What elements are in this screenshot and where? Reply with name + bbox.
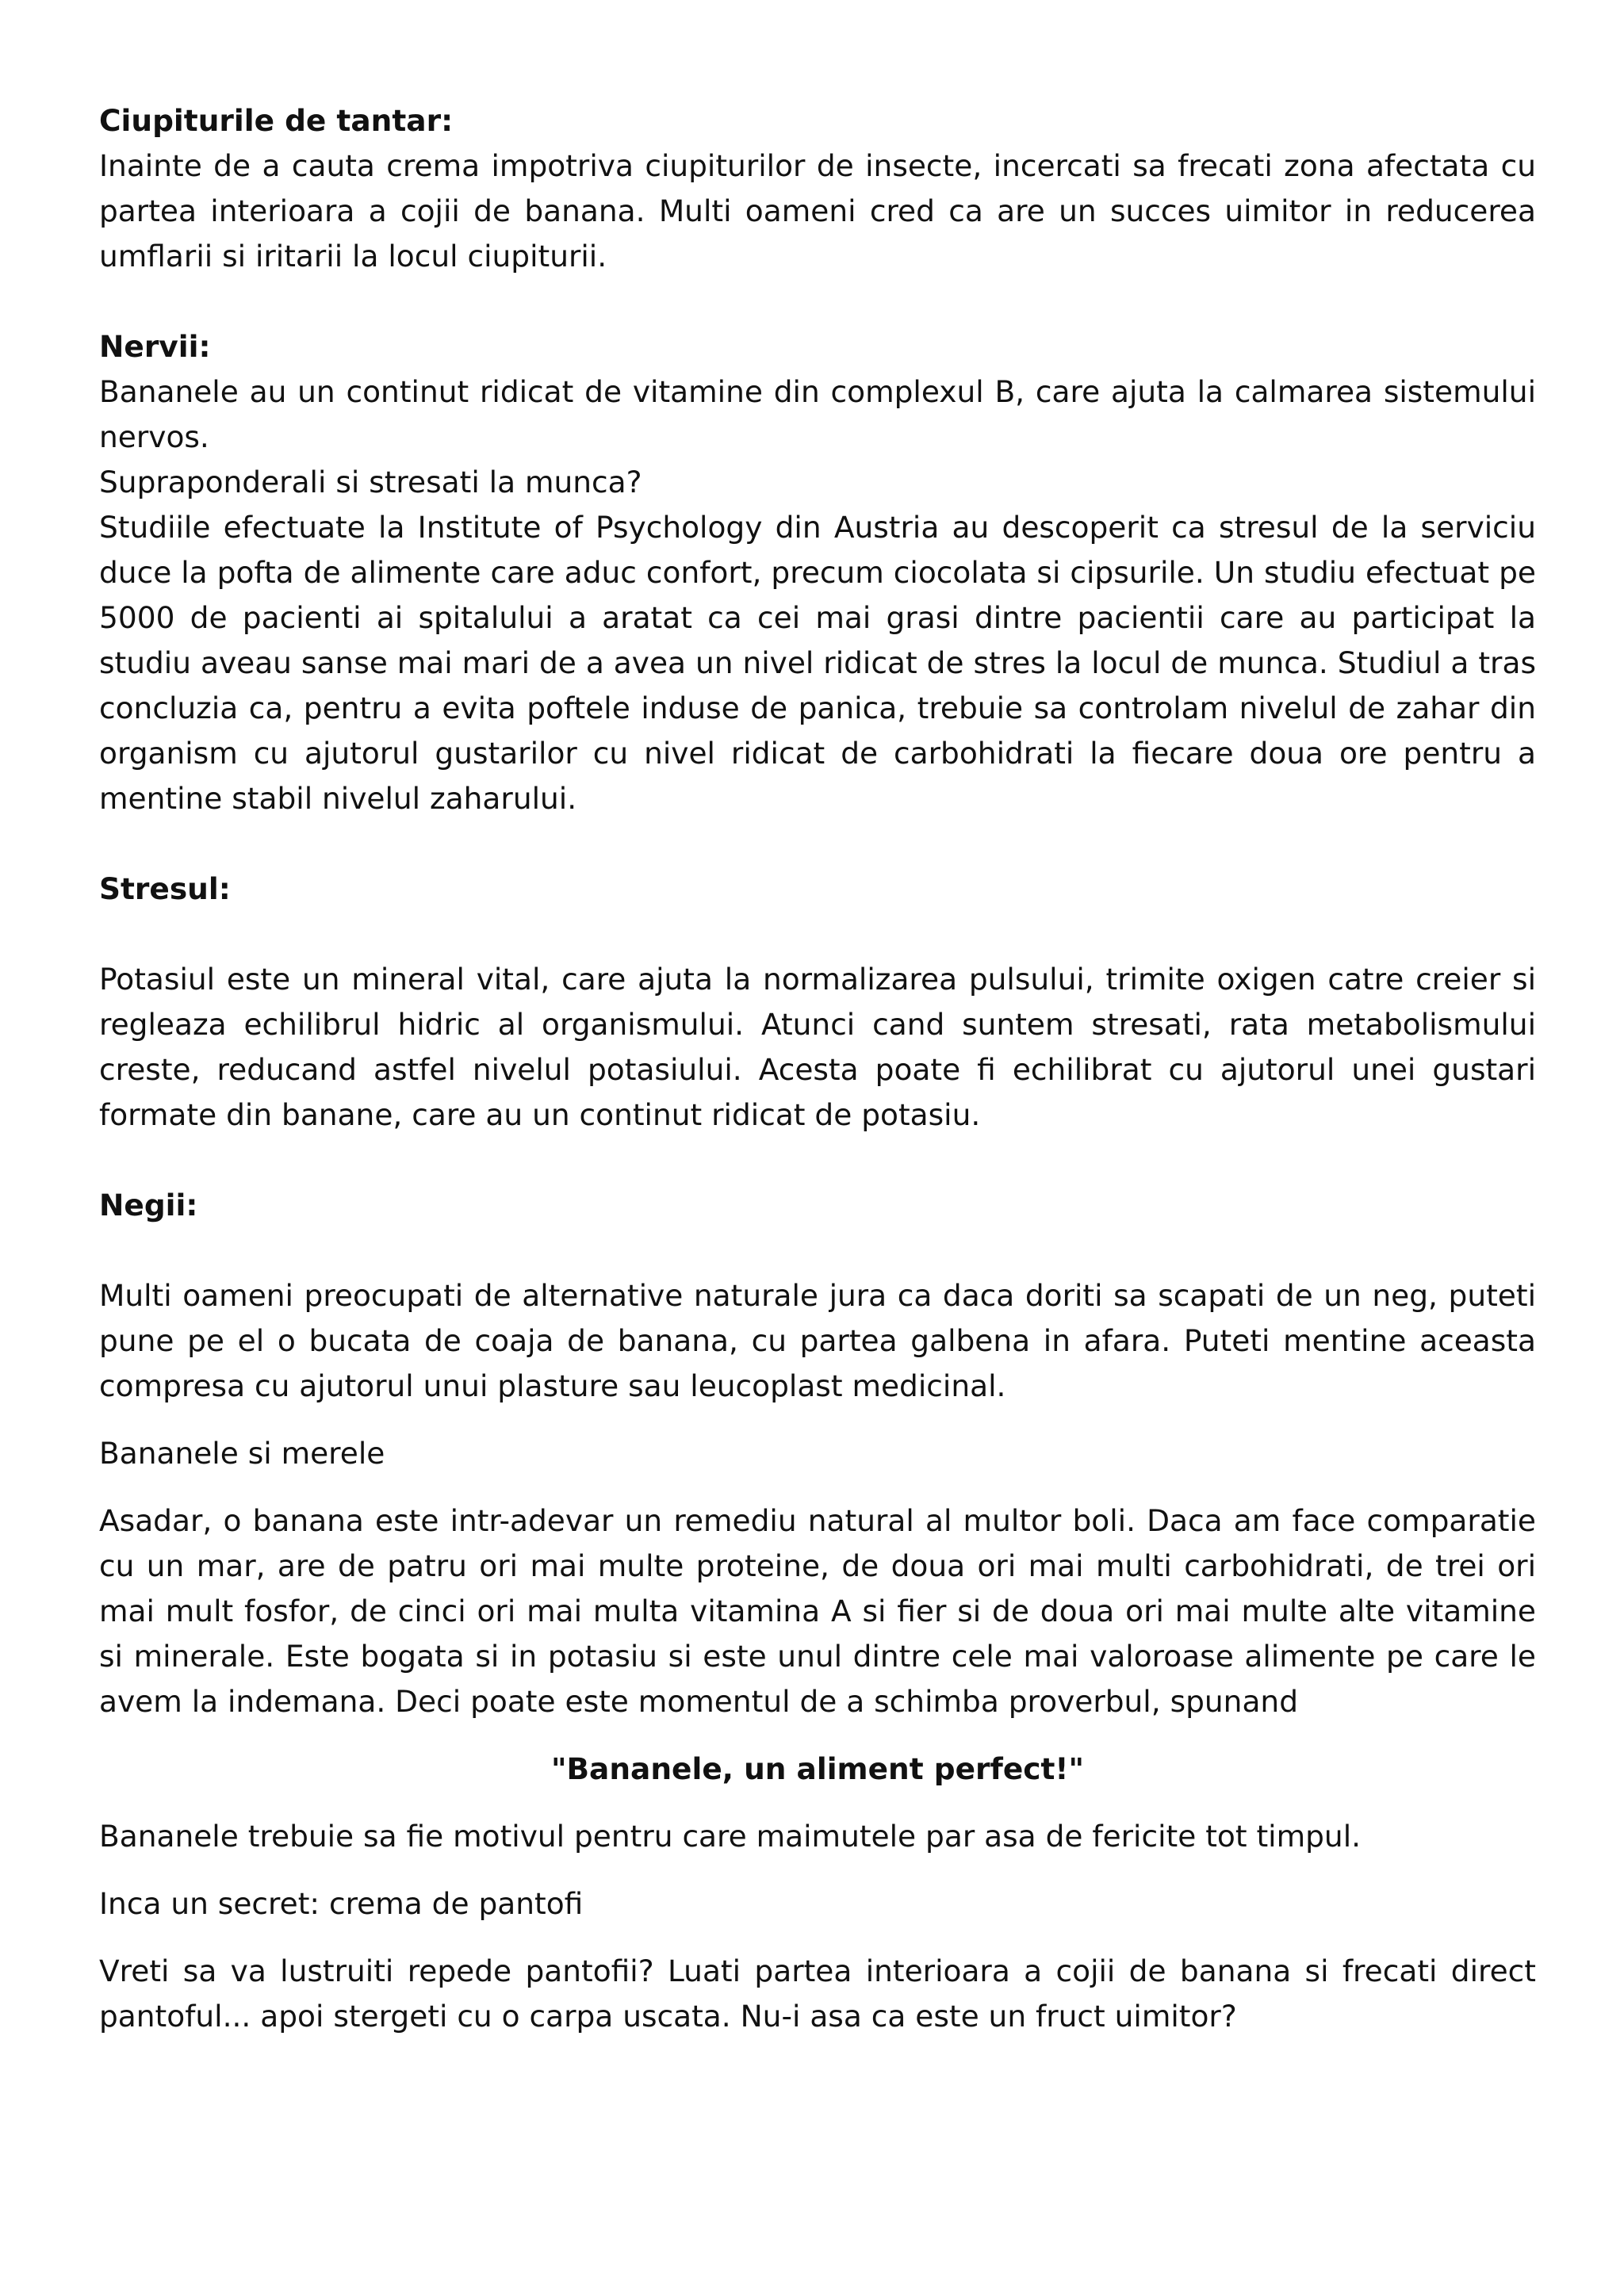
- heading-negii: Negii:: [99, 1188, 198, 1223]
- document-page: [99, 98, 1536, 2039]
- heading-ciupituri: Ciupiturile de tantar:: [99, 103, 454, 138]
- paragraph-merele: Asadar, o banana este intr-adevar un remediu natural al multor boli. Daca am face comparatie cu un mar, are de patru ori mai multe proteine, de doua ori mai multi carbohidrati, de trei ori mai mult fosfor, de cinci ori mai multa vitamina A si fier si de doua ori mai multe alte vitamine si minerale. Este bogata si in potasiu si este unul dintre cele mai valoroase alimente pe care le avem la indemana. Deci poate este momentul de a schimba proverbul, spunand: [99, 1503, 1536, 1719]
- quote-bananele: "Bananele, un aliment perfect!": [550, 1751, 1085, 1786]
- paragraph-maimute: Bananele trebuie sa fie motivul pentru care maimutele par asa de fericite tot timpul.: [99, 1819, 1362, 1854]
- title-merele: Bananele si merele: [99, 1436, 385, 1471]
- heading-nervii: Nervii:: [99, 329, 211, 364]
- paragraph-secret: Vreti sa va lustruiti repede pantofii? Luati partea interioara a cojii de banana si frecati direct pantoful... apoi stergeti cu o carpa uscata. Nu-i asa ca este un fruct uimitor?: [99, 1954, 1536, 2034]
- title-secret: Inca un secret: crema de pantofi: [99, 1886, 584, 1921]
- paragraph-nervii-3: Studiile efectuate la Institute of Psychology din Austria au descoperit ca stresul de la serviciu duce la pofta de alimente care aduc confort, precum ciocolata si cipsurile. Un studiu efectuat pe 5000 de pacienti ai spitalului a aratat ca cei mai grasi dintre pacientii care au participat la studiu aveau sanse mai mari de a avea un nivel ridicat de stres la locul de munca. Studiul a tras concluzia ca, pentru a evita poftele induse de panica, trebuie sa controlam nivelul de zahar din organism cu ajutorul gustarilor cu nivel ridicat de carbohidrati la fiecare doua ore pentru a mentine stabil nivelul zaharului.: [99, 510, 1536, 816]
- paragraph-stresul: Potasiul este un mineral vital, care ajuta la normalizarea pulsului, trimite oxigen catre creier si regleaza echilibrul hidric al organismului. Atunci cand suntem stresati, rata metabolismului creste, reducand astfel nivelul potasiului. Acesta poate fi echilibrat cu ajutorul unei gustari formate din banane, care au un continut ridicat de potasiu.: [99, 962, 1536, 1132]
- heading-stresul: Stresul:: [99, 871, 231, 906]
- paragraph-nervii-2: Supraponderali si stresati la munca?: [99, 465, 642, 499]
- paragraph-negii: Multi oameni preocupati de alternative naturale jura ca daca doriti sa scapati de un neg, puteti pune pe el o bucata de coaja de banana, cu partea galbena in afara. Puteti mentine aceasta compresa cu ajutorul unui plasture sau leucoplast medicinal.: [99, 1278, 1536, 1403]
- paragraph-ciupituri: Inainte de a cauta crema impotriva ciupiturilor de insecte, incercati sa frecati zona afectata cu partea interioara a cojii de banana. Multi oameni cred ca are un succes uimitor in reducerea umflarii si iritarii la locul ciupiturii.: [99, 148, 1536, 274]
- paragraph-nervii-1: Bananele au un continut ridicat de vitamine din complexul B, care ajuta la calmarea sistemului nervos.: [99, 374, 1536, 454]
